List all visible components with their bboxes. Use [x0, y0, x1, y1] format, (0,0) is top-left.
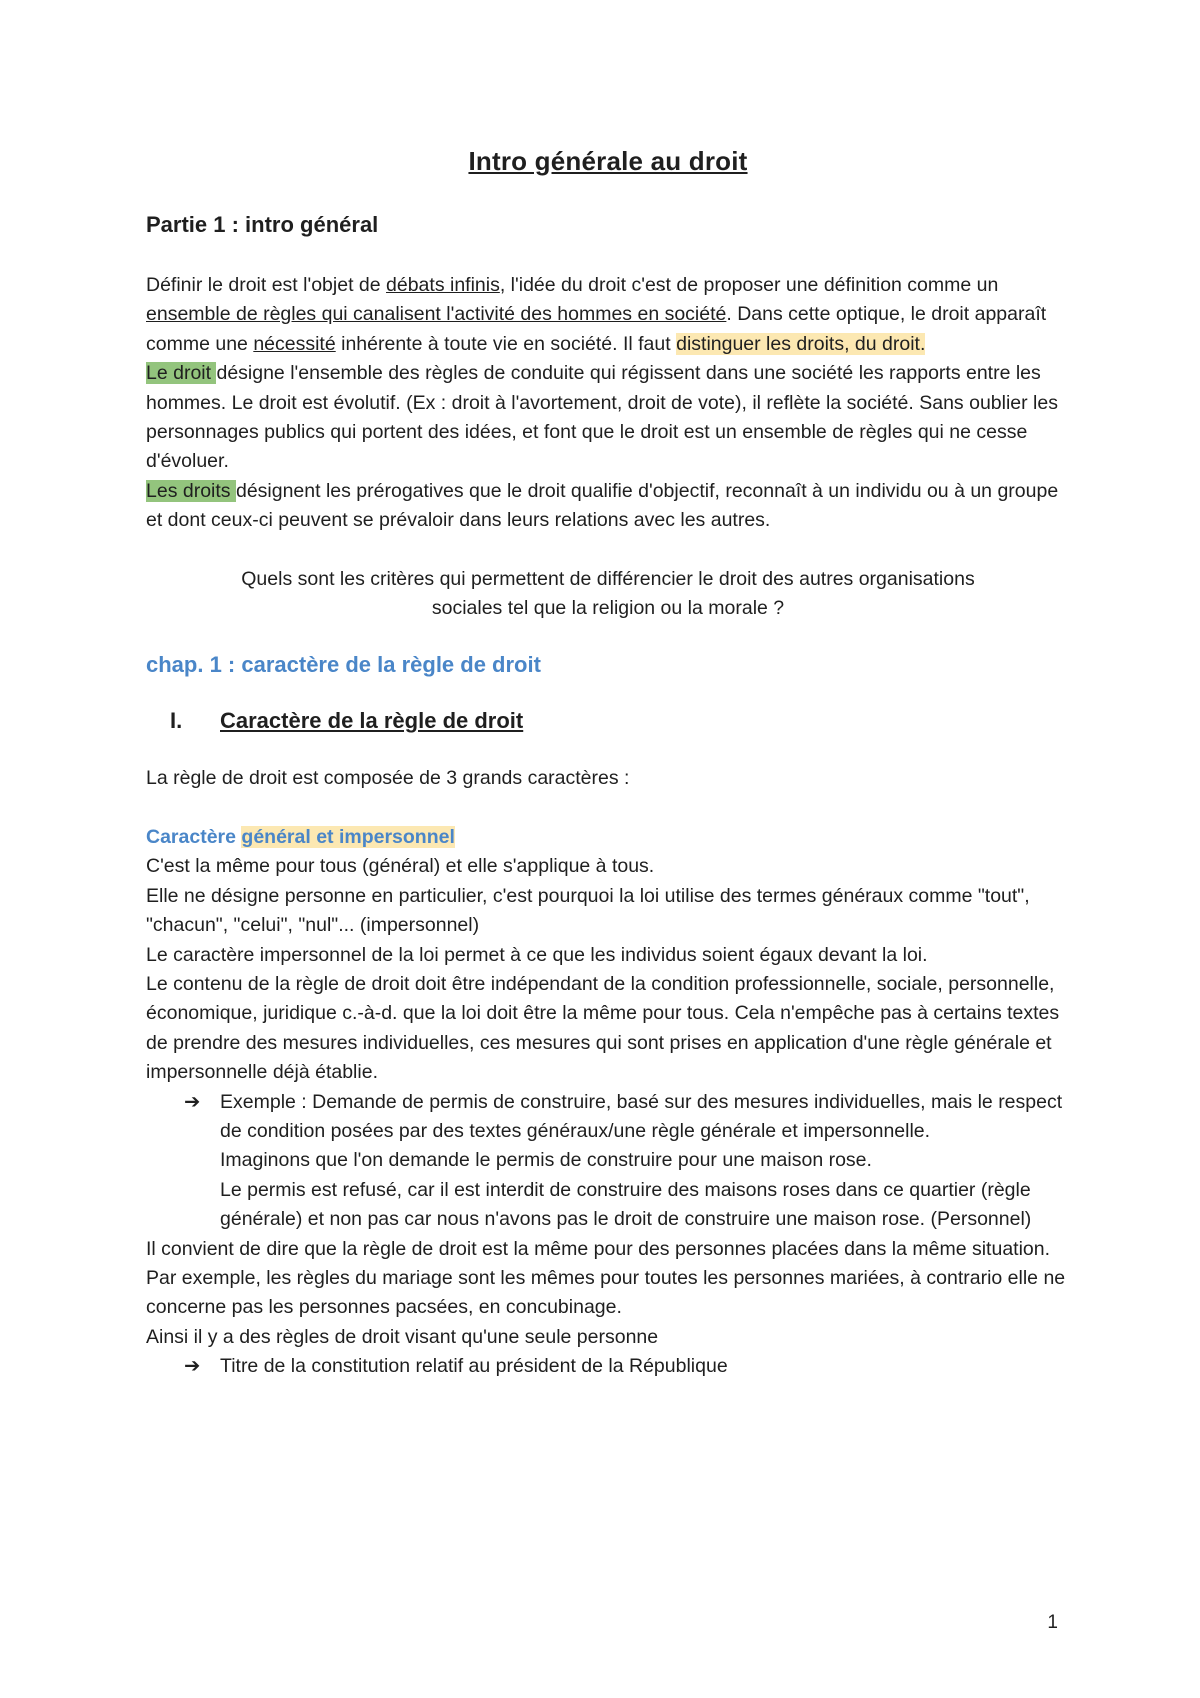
question-line: sociales tel que la religion ou la morale ? [431, 597, 785, 620]
section-number: I. [170, 708, 183, 734]
intro-paragraph [146, 271, 1070, 359]
composition-line: La règle de droit est composée de 3 grands caractères : [146, 767, 630, 790]
bullet-text: Le permis est refusé, car il est interdit de construire des maisons roses dans ce quartier (règle générale) et non pas car nous n'avons pas le droit de construire une maison rose. (Personnel) [220, 1178, 1032, 1231]
paragraph: Le caractère impersonnel de la loi permet à ce que les individus soient égaux devant la loi. [146, 943, 928, 966]
chapter-title: chap. 1 : caractère de la règle de droit [146, 652, 541, 678]
definition-droit [146, 359, 1070, 477]
highlighted-text: distinguer les droits, du droit. [676, 332, 926, 355]
definition-text: désigne l'ensemble des règles de conduite qui régissent dans une société les rapports entre les hommes. Le droit est évolutif. (Ex : droit à l'avortement, droit de vote), il reflète la société. Sans oublier les personnages publics qui portent des idées, et font que le droit est un ensemble de règles qui ne cesse d'évoluer. [146, 362, 1058, 473]
intro-text: . Dans cette optique, le droit apparaît comme une [146, 303, 1047, 355]
intro-text: , l'idée du droit c'est de proposer une définition comme un [499, 274, 999, 296]
definition-droits [146, 477, 1070, 536]
underlined-term: débats infinis [386, 274, 500, 296]
highlighted-term: Le droit [146, 362, 217, 385]
paragraph: Elle ne désigne personne en particulier, c'est pourquoi la loi utilise des termes généraux comme "tout", "chacun", "celui", "nul"... (impersonnel) [146, 884, 1030, 937]
section-heading [146, 708, 1070, 734]
arrow-icon: ➔ [184, 1355, 201, 1378]
spacer [146, 794, 1070, 823]
definition-text: désignent les prérogatives que le droit qualifie d'objectif, reconnaît à un individu ou à un groupe et dont ceux-ci peuvent se prévaloir dans leurs relations avec les autres. [146, 479, 1059, 532]
paragraph: C'est la même pour tous (général) et elle s'applique à tous. [146, 855, 655, 878]
bullet-text: Titre de la constitution relatif au président de la République [220, 1355, 728, 1378]
underlined-term: ensemble de règles qui canalisent l'activité des hommes en société [146, 303, 727, 326]
bullet-text: Imaginons que l'on demande le permis de construire pour une maison rose. [220, 1149, 872, 1172]
intro-text: Définir le droit est l'objet de [146, 274, 387, 296]
bullet-body [220, 1088, 1070, 1235]
bullet-item [146, 1352, 1070, 1381]
part-title: Partie 1 : intro général [146, 212, 379, 237]
bullet-text: Exemple : Demande de permis de construire, basé sur des mesures individuelles, mais le respect de condition posées par des textes généraux/une règle générale et impersonnelle. [220, 1090, 1063, 1142]
document-title: Intro générale au droit [468, 146, 748, 176]
caractere-title-text: Caractère [146, 825, 242, 848]
intro-text: inhérente à toute vie en société. Il faut [335, 332, 677, 355]
paragraph: Le contenu de la règle de droit doit être indépendant de la condition professionnelle, sociale, personnelle, économique, juridique c.-à-d. que la loi doit être la même pour tous. Cela n'empêche pas à certains textes de prendre des mesures individuelles, ces mesures qui sont prises en application d'une règle générale et impersonnelle déjà établie. [146, 972, 1060, 1084]
question-line: Quels sont les critères qui permettent de différencier le droit des autres organisations [241, 567, 975, 590]
caractere-title [146, 823, 1070, 852]
arrow-icon: ➔ [184, 1090, 201, 1113]
highlighted-text: général et impersonnel [241, 825, 455, 848]
underlined-term: nécessité [253, 332, 336, 355]
section-title: Caractère de la règle de droit [220, 708, 524, 734]
page-number: 1 [1047, 1612, 1058, 1633]
central-question [146, 565, 1070, 624]
bullet-item [146, 1088, 1070, 1235]
highlighted-term: Les droits [146, 479, 236, 502]
paragraph: Ainsi il y a des règles de droit visant qu'une seule personne [146, 1325, 659, 1348]
paragraph: Il convient de dire que la règle de droit est la même pour des personnes placées dans la même situation. Par exemple, les règles du mariage sont les mêmes pour toutes les personnes mariées, à contrario elle ne concerne pas les personnes pacsées, en concubinage. [146, 1237, 1066, 1319]
